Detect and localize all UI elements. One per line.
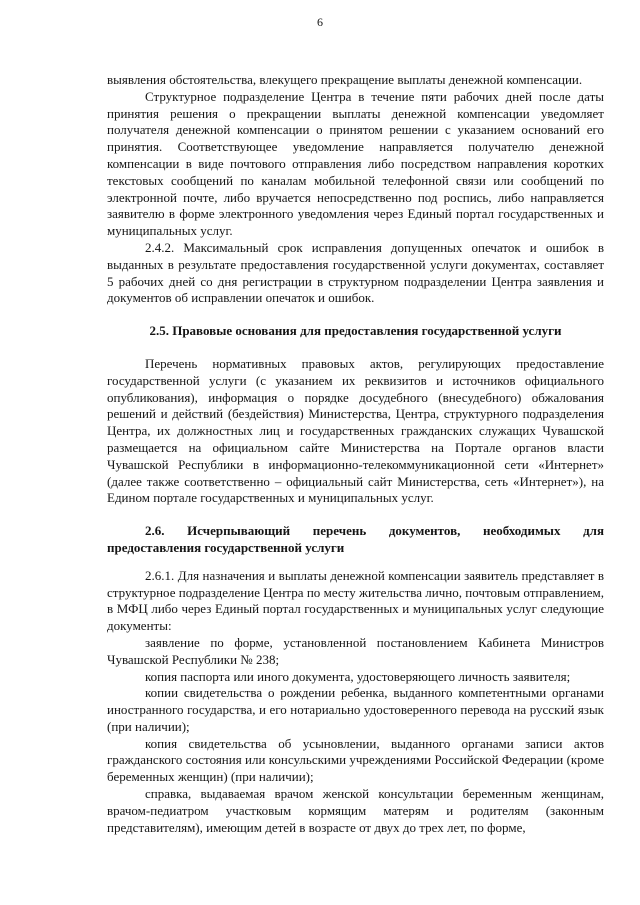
heading-2-6: 2.6. Исчерпывающий перечень документов, необходимых для предоставления государственной услуги [107, 523, 604, 555]
paragraph-continuation: выявления обстоятельства, влекущего прекращение выплаты денежной компенсации. [107, 72, 583, 87]
list-item-passport: копия паспорта или иного документа, удостоверяющего личность заявителя; [145, 668, 571, 684]
list-item-birth-certificate: копии свидетельства о рождении ребенка, выданного компетентными органами иностранного государства, и его нотариально удостоверенного перевода на русский язык (при наличии); [107, 685, 604, 734]
paragraph-2-4-2: 2.4.2. Максимальный срок исправления допущенных опечаток и ошибок в выданных в результате предоставления государственной услуги документах, составляет 5 рабочих дней со дня регистрации в структурном подразделении Центра заявления и документов об исправлении опечаток и ошибок. [107, 239, 604, 306]
list-item-application: заявление по форме, установленной постановлением Кабинета Министров Чувашской Республики № 238; [107, 634, 604, 667]
list-item-medical-certificate: справка, выдаваемая врачом женской консультации беременным женщинам, врачом-педиатром участковым кормящим матерям и родителям (законным представителям), имеющим детей в возрасте от двух до трех лет, по форме, [107, 786, 604, 835]
paragraph-notification: Структурное подразделение Центра в течение пяти рабочих дней после даты принятия решения о прекращении выплаты денежной компенсации уведомляет получателя денежной компенсации о принятом решении с указанием оснований его принятия. Соответствующее уведомление направляется получателю денежной компенсации в виде почтового отправления либо посредством направления коротких текстовых сообщений по каналам мобильной телефонной связи или сообщений по электронной почте, либо вручается непосредственно под роспись, либо направляется заявителю в форме электронного уведомления через Единый портал государственных и муниципальных услуг. [107, 88, 604, 239]
page-number: 6 [317, 15, 323, 29]
page-body [107, 72, 604, 836]
list-item-adoption-certificate: копия свидетельства об усыновлении, выданного органами записи актов гражданского состояния или консульскими учреждениями Российской Федерации (кроме беременных женщин) (при наличии); [107, 735, 604, 785]
paragraph-2-6-1: 2.6.1. Для назначения и выплаты денежной компенсации заявитель представляет в структурное подразделение Центра по месту жительства лично, почтовым отправлением, в МФЦ либо через Единый портал государственных и муниципальных услуг следующие документы: [107, 567, 604, 634]
heading-2-5: 2.5. Правовые основания для предоставления государственной услуги [149, 323, 562, 339]
paragraph-2-5: Перечень нормативных правовых актов, регулирующих предоставление государственной услуги (с указанием их реквизитов и источников официального опубликования), информация о порядке досудебного (внесудебного) обжалования решений и действий (бездействия) Министерства, Центра, структурного подразделения Центра, их должностных лиц и государственных гражданских служащих Чувашской размещается на официальном сайте Министерства на Портале органов власти Чувашской Республики в информационно-телекоммуникационной сети «Интернет» (далее также соответственно – официальный сайт Министерства, сеть «Интернет»), на Едином портале государственных и муниципальных услуг. [107, 355, 604, 506]
